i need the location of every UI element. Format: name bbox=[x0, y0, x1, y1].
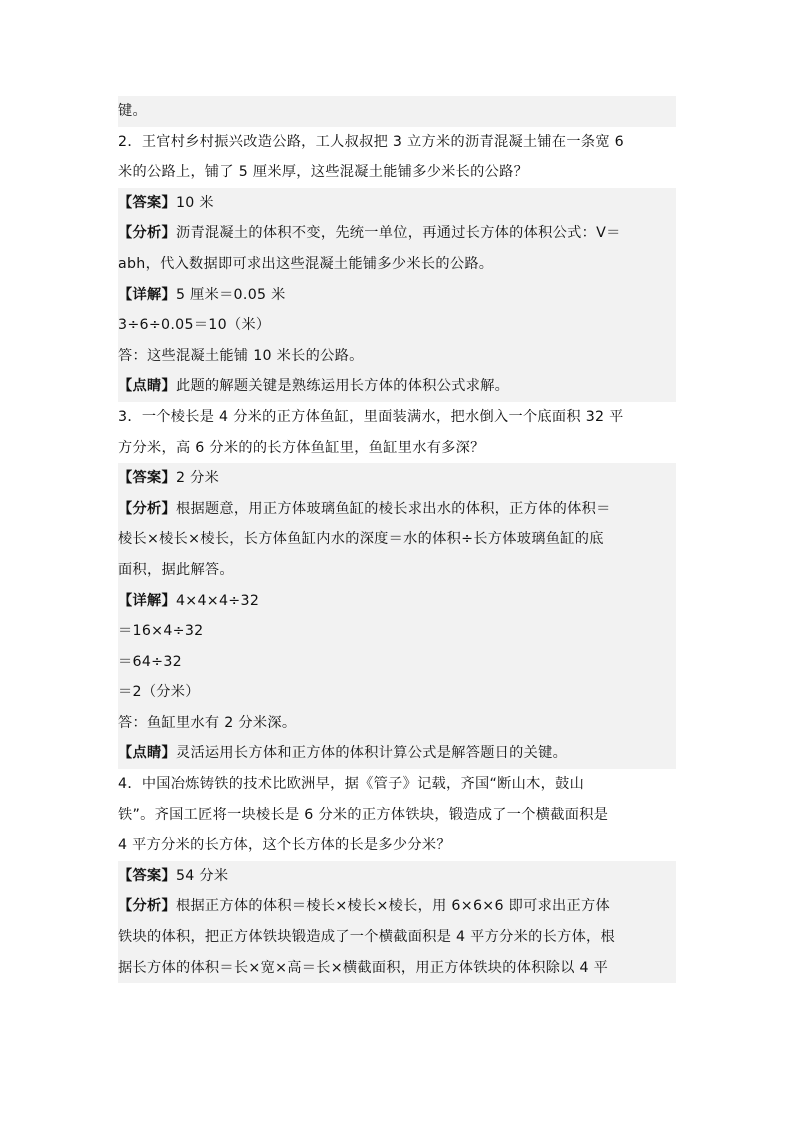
text-line bbox=[118, 341, 676, 372]
line-text: 答：这些混凝土能铺 10 米长的公路。 bbox=[118, 347, 364, 364]
section-tag: 【答案】 bbox=[118, 194, 176, 211]
text-line bbox=[118, 922, 676, 953]
text-line bbox=[118, 708, 676, 739]
text-line bbox=[118, 127, 676, 158]
section-tag: 【分析】 bbox=[118, 225, 176, 242]
text-line bbox=[118, 463, 676, 494]
line-text: 54 分米 bbox=[175, 867, 229, 884]
text-line bbox=[118, 218, 676, 249]
text-line bbox=[118, 830, 676, 861]
line-text: 4 平方分米的长方体，这个长方体的长是多少分米？ bbox=[118, 837, 451, 854]
line-text: 5 厘米＝0.05 米 bbox=[175, 286, 286, 303]
line-text: ＝2（分米） bbox=[118, 684, 200, 701]
section-tag: 【详解】 bbox=[118, 286, 176, 303]
line-text: 铁”。齐国工匠将一块棱长是 6 分米的正方体铁块，锻造成了一个横截面积是 bbox=[118, 806, 609, 823]
line-text: 棱长×棱长×棱长，长方体鱼缸内水的深度＝水的体积÷长方体玻璃鱼缸的底 bbox=[118, 531, 604, 548]
section-tag: 【分析】 bbox=[118, 898, 176, 915]
line-text: 2．王官村乡村振兴改造公路，工人叔叔把 3 立方米的沥青混凝土铺在一条宽 6 bbox=[118, 133, 625, 150]
section-tag: 【点睛】 bbox=[118, 378, 176, 395]
line-text: 3．一个棱长是 4 分米的正方体鱼缸，里面装满水，把水倒入一个底面积 32 平 bbox=[118, 408, 624, 425]
text-line bbox=[118, 555, 676, 586]
text-line bbox=[118, 96, 676, 127]
text-line bbox=[118, 280, 676, 311]
section-tag: 【详解】 bbox=[118, 592, 176, 609]
line-text: 面积，据此解答。 bbox=[118, 561, 234, 578]
section-tag: 【点睛】 bbox=[118, 745, 176, 762]
text-line bbox=[118, 494, 676, 525]
text-line bbox=[118, 677, 676, 708]
line-text: 键。 bbox=[118, 103, 147, 119]
section-tag: 【答案】 bbox=[118, 867, 176, 884]
line-text: 3÷6÷0.05＝10（米） bbox=[118, 317, 271, 334]
line-text: abh，代入数据即可求出这些混凝土能铺多少米长的公路。 bbox=[118, 255, 494, 272]
line-text: 据长方体的体积＝长×宽×高＝长×横截面积，用正方体铁块的体积除以 4 平 bbox=[118, 959, 609, 976]
line-text: 10 米 bbox=[175, 194, 214, 211]
line-text: 4．中国冶炼铸铁的技术比欧洲早，据《管子》记载，齐国“断山木，鼓山 bbox=[118, 776, 585, 793]
line-text: 根据题意，用正方体玻璃鱼缸的棱长求出水的体积，正方体的体积＝ bbox=[175, 500, 611, 517]
text-line bbox=[118, 891, 676, 922]
text-line bbox=[118, 249, 676, 280]
line-text: ＝64÷32 bbox=[118, 653, 182, 670]
text-line bbox=[118, 402, 676, 433]
line-text: 灵活运用长方体和正方体的体积计算公式是解答题日的关键。 bbox=[175, 745, 568, 762]
section-tag: 【分析】 bbox=[118, 500, 176, 517]
text-line bbox=[118, 586, 676, 617]
text-line bbox=[118, 188, 676, 219]
line-text: 铁块的体积，把正方体铁块锻造成了一个横截面积是 4 平方分米的长方体，根 bbox=[118, 929, 616, 946]
line-text: 4×4×4÷32 bbox=[175, 592, 260, 609]
text-line bbox=[118, 371, 676, 402]
line-text: 米的公路上，铺了 5 厘米厚，这些混凝土能铺多少米长的公路？ bbox=[118, 164, 529, 181]
text-line bbox=[118, 953, 676, 984]
line-text: 答：鱼缸里水有 2 分米深。 bbox=[118, 714, 297, 731]
text-line bbox=[118, 616, 676, 647]
text-line bbox=[118, 769, 676, 800]
document-page bbox=[118, 96, 676, 983]
section-tag: 【答案】 bbox=[118, 470, 176, 487]
line-text: 方分米，高 6 分米的的长方体鱼缸里，鱼缸里水有多深？ bbox=[118, 439, 485, 456]
line-text: 2 分米 bbox=[175, 470, 220, 487]
line-text: 沥青混凝土的体积不变，先统一单位，再通过长方体的体积公式：V＝ bbox=[175, 225, 621, 242]
text-line bbox=[118, 738, 676, 769]
line-text: 根据正方体的体积＝棱长×棱长×棱长，用 6×6×6 即可求出正方体 bbox=[175, 898, 611, 915]
text-line bbox=[118, 800, 676, 831]
text-line bbox=[118, 524, 676, 555]
line-text: ＝16×4÷32 bbox=[118, 623, 204, 640]
text-line bbox=[118, 310, 676, 341]
text-line bbox=[118, 433, 676, 464]
text-line bbox=[118, 647, 676, 678]
text-line bbox=[118, 861, 676, 892]
line-text: 此题的解题关键是熟练运用长方体的体积公式求解。 bbox=[175, 378, 510, 395]
text-line bbox=[118, 157, 676, 188]
